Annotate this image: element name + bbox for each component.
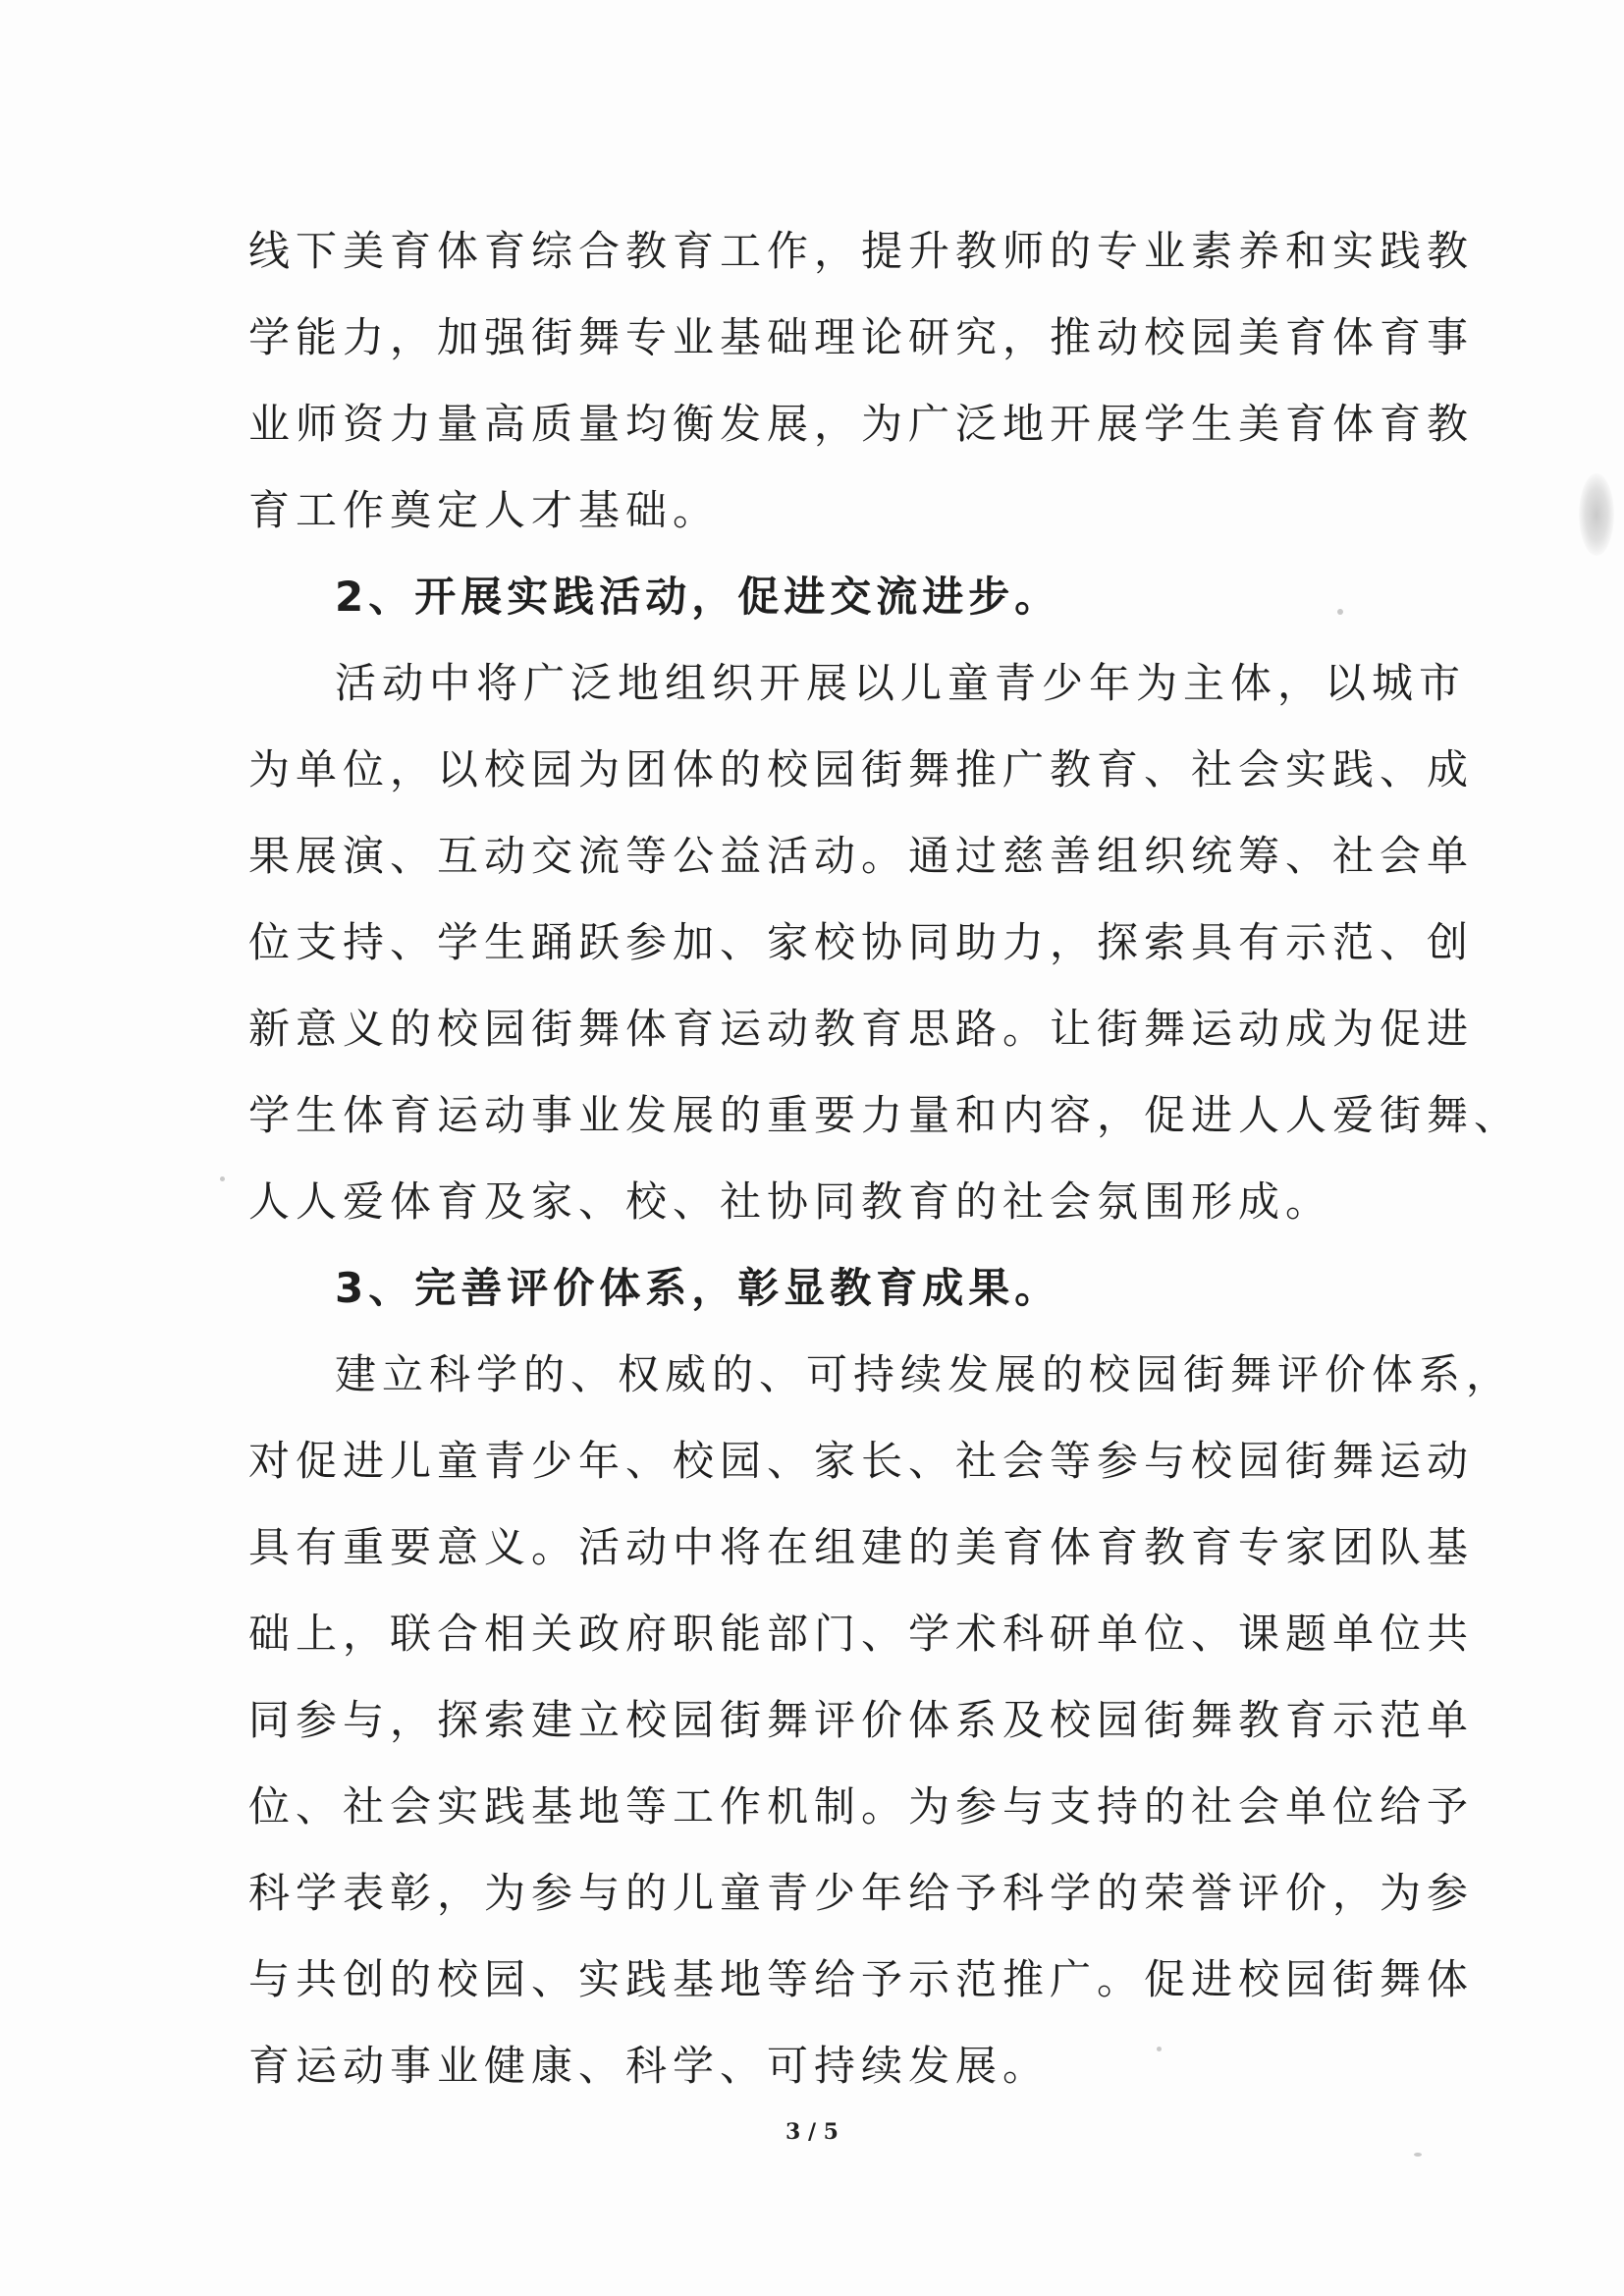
paragraph-line: 活动中将广泛地组织开展以儿童青少年为主体，以城市: [335, 659, 1467, 707]
paragraph-line: 育运动事业健康、科学、可持续发展。: [248, 2042, 1051, 2090]
paragraph-line: 果展演、互动交流等公益活动。通过慈善组织统筹、社会单: [248, 832, 1475, 880]
paragraph-line: 学生体育运动事业发展的重要力量和内容，促进人人爱街舞、: [248, 1091, 1522, 1139]
document-body: [248, 208, 1522, 2109]
paragraph-line: 为单位，以校园为团体的校园街舞推广教育、社会实践、成: [248, 745, 1475, 793]
paragraph-line: 与共创的校园、实践基地等给予示范推广。促进校园街舞体: [248, 1955, 1475, 2003]
section-heading: 2、开展实践活动，促进交流进步。: [335, 573, 1061, 621]
paragraph-line: 位支持、学生踊跃参加、家校协同助力，探索具有示范、创: [248, 918, 1475, 966]
scan-smudge: [1579, 473, 1614, 556]
paragraph-line: 育工作奠定人才基础。: [248, 486, 721, 534]
paragraph-line: 科学表彰，为参与的儿童青少年给予科学的荣誉评价，为参: [248, 1869, 1475, 1917]
paragraph-line: 新意义的校园街舞体育运动教育思路。让街舞运动成为促进: [248, 1005, 1475, 1053]
paragraph-line: 线下美育体育综合教育工作，提升教师的专业素养和实践教: [248, 227, 1475, 275]
paragraph-line: 具有重要意义。活动中将在组建的美育体育教育专家团队基: [248, 1523, 1475, 1571]
paragraph-line: 建立科学的、权威的、可持续发展的校园街舞评价体系，: [335, 1350, 1514, 1398]
paragraph-line: 学能力，加强街舞专业基础理论研究，推动校园美育体育事: [248, 313, 1475, 361]
scan-speck: [220, 1176, 225, 1181]
paragraph-line: 对促进儿童青少年、校园、家长、社会等参与校园街舞运动: [248, 1437, 1475, 1485]
section-heading: 3、完善评价体系，彰显教育成果。: [335, 1264, 1061, 1312]
paragraph-line: 位、社会实践基地等工作机制。为参与支持的社会单位给予: [248, 1782, 1475, 1831]
scan-speck: [1414, 2153, 1422, 2157]
paragraph-line: 业师资力量高质量均衡发展，为广泛地开展学生美育体育教: [248, 400, 1475, 448]
page-number: 3 / 5: [785, 2119, 839, 2145]
paragraph-line: 人人爱体育及家、校、社协同教育的社会氛围形成。: [248, 1177, 1333, 1226]
paragraph-line: 础上，联合相关政府职能部门、学术科研单位、课题单位共: [248, 1610, 1475, 1658]
paragraph-line: 同参与，探索建立校园街舞评价体系及校园街舞教育示范单: [248, 1696, 1475, 1744]
